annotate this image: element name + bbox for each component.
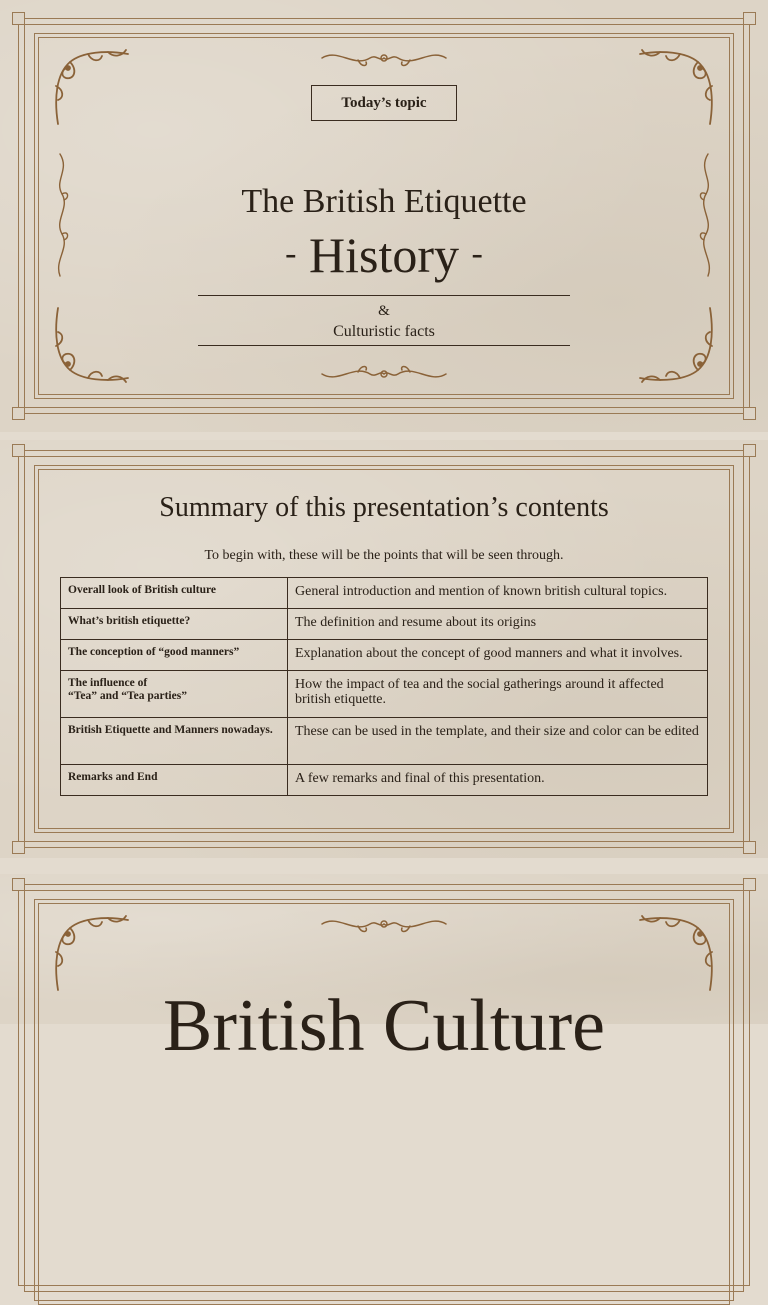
corner-square-br [743, 841, 756, 854]
table-row [61, 578, 708, 609]
corner-square-tr [743, 12, 756, 25]
row-description: How the impact of tea and the social gatherings around it affected british etiquette. [288, 671, 708, 718]
flourish-center-bottom-icon [318, 360, 450, 386]
corner-square-tl [12, 12, 25, 25]
table-row [61, 609, 708, 640]
row-description: The definition and resume about its origins [288, 609, 708, 640]
flourish-center-top-icon [318, 46, 450, 72]
corner-square-br [743, 407, 756, 420]
corner-square-bl [12, 407, 25, 420]
divider-bottom [198, 345, 570, 346]
dash-right: - [471, 235, 483, 272]
slide-3 [0, 874, 768, 1067]
table-row [61, 640, 708, 671]
corner-square-bl [12, 841, 25, 854]
row-description: Explanation about the concept of good manners and what it involves. [288, 640, 708, 671]
slide-1 [0, 0, 768, 432]
table-row [61, 718, 708, 765]
corner-square-tr [743, 444, 756, 457]
history-word: History [309, 227, 459, 283]
divider-top [198, 295, 570, 296]
corner-square-tr [743, 878, 756, 891]
row-description: General introduction and mention of known british cultural topics. [288, 578, 708, 609]
row-topic: The influence of “Tea” and “Tea parties” [61, 671, 288, 718]
corner-square-tl [12, 444, 25, 457]
summary-title: Summary of this presentation’s contents [159, 492, 609, 523]
slide-2 [0, 440, 768, 858]
row-description: These can be used in the template, and their size and color can be edited [288, 718, 708, 765]
topic-label: Today’s topic [311, 85, 457, 121]
row-topic: Overall look of British culture [61, 578, 288, 609]
flourish-top-right-icon [634, 44, 720, 130]
table-row [61, 671, 708, 718]
presentation-title: The British Etiquette [241, 183, 527, 220]
presentation-subtitle: Culturistic facts [333, 323, 435, 340]
section-title: British Culture [163, 985, 605, 1067]
ampersand: & [378, 303, 390, 319]
row-topic: Remarks and End [61, 765, 288, 796]
dash-left: - [285, 235, 297, 272]
flourish-top-left-icon [48, 44, 134, 130]
contents-table [60, 577, 708, 796]
summary-intro: To begin with, these will be the points that will be seen through. [204, 548, 564, 563]
presentation-heading [0, 226, 768, 284]
table-row [61, 765, 708, 796]
row-topic: The conception of “good manners” [61, 640, 288, 671]
row-topic: British Etiquette and Manners nowadays. [61, 718, 288, 765]
corner-square-tl [12, 878, 25, 891]
flourish-center-top-icon [318, 912, 450, 938]
frame-inner-line [38, 903, 730, 1305]
row-topic: What’s british etiquette? [61, 609, 288, 640]
row-description: A few remarks and final of this presentation. [288, 765, 708, 796]
